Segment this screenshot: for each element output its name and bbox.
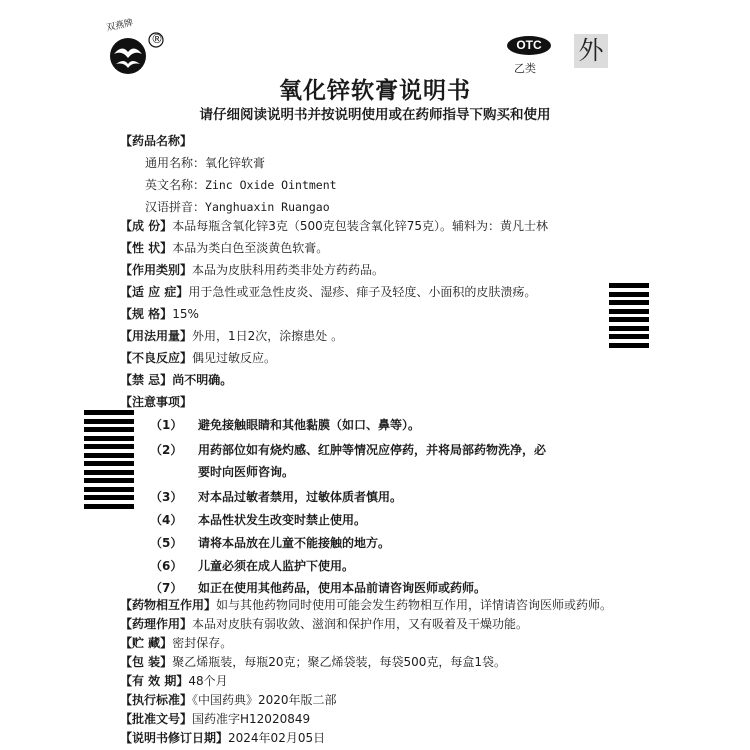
- field-value: 《中国药典》2020年版二部: [192, 693, 337, 707]
- field-label: 【有 效 期】: [120, 674, 189, 688]
- document-subtitle: 请仔细阅读说明书并按说明使用或在药师指导下购买和使用: [199, 107, 551, 123]
- precaution-text: 请将本品放在儿童不能接触的地方。: [198, 536, 391, 550]
- field-value: 密封保存。: [172, 636, 233, 650]
- field-dosage: [120, 328, 343, 344]
- generic-name-value: 氧化锌软膏: [205, 156, 266, 170]
- external-use-mark: 外: [574, 34, 608, 68]
- otc-badge: OTC: [507, 36, 551, 55]
- pinyin-name-label: 汉语拼音：: [145, 200, 206, 214]
- section-drug-name: 【药品名称】: [120, 134, 193, 148]
- braille-marker-right: [609, 283, 649, 351]
- precaution-text: 用药部位如有烧灼感、红肿等情况应停药，并将局部药物洗净，必: [198, 443, 547, 457]
- field-value: 偶见过敏反应。: [192, 351, 277, 365]
- field-label: 【禁 忌】: [120, 373, 173, 387]
- precaution-text: 避免接触眼睛和其他黏膜（如口、鼻等）。: [198, 418, 421, 432]
- field-specification: [120, 306, 199, 322]
- generic-name-row: [145, 155, 265, 171]
- field-category: [120, 262, 384, 278]
- document-title: 氧化锌软膏说明书: [279, 78, 471, 104]
- field-appearance: [120, 240, 328, 256]
- field-revision-date: [120, 730, 325, 746]
- precaution-text: 本品性状发生改变时禁止使用。: [198, 513, 367, 527]
- field-shelf-life: [120, 673, 228, 689]
- precaution-number: （4）: [150, 513, 183, 527]
- field-value: 本品为皮肤科用药类非处方药药品。: [192, 263, 385, 277]
- precaution-text: 对本品过敏者禁用，过敏体质者慎用。: [198, 490, 403, 504]
- field-adverse-reactions: [120, 350, 276, 366]
- field-value: 尚不明确。: [172, 373, 233, 387]
- field-value: 用于急性或亚急性皮炎、湿疹、痱子及轻度、小面积的皮肤溃疡。: [188, 285, 537, 299]
- field-value: 本品对皮肤有弱收敛、滋润和保护作用，又有吸着及干燥功能。: [192, 617, 529, 631]
- precaution-number: （3）: [150, 490, 183, 504]
- field-label: 【贮 藏】: [120, 636, 173, 650]
- field-value: 外用，1日2次，涂擦患处 。: [192, 329, 344, 343]
- field-standard: [120, 692, 337, 708]
- field-label: 【药理作用】: [120, 617, 193, 631]
- precaution-item: [150, 512, 366, 528]
- precaution-item: [150, 489, 402, 505]
- precaution-continuation: 要时向医师咨询。: [198, 465, 295, 479]
- field-label: 【性 状】: [120, 241, 173, 255]
- field-label: 【不良反应】: [120, 351, 193, 365]
- precaution-item: [150, 535, 390, 551]
- section-precautions: 【注意事项】: [120, 395, 193, 409]
- field-label: 【药物相互作用】: [120, 598, 217, 612]
- pinyin-name-value: Yanghuaxin Ruangao: [205, 200, 330, 214]
- brand-name: 双燕牌: [105, 18, 135, 34]
- field-value: 2024年02月05日: [228, 731, 326, 745]
- english-name-value: Zinc Oxide Ointment: [205, 178, 337, 192]
- field-label: 【包 装】: [120, 655, 173, 669]
- registered-mark: ®: [151, 32, 163, 46]
- field-packaging: [120, 654, 506, 670]
- generic-name-label: 通用名称：: [145, 156, 206, 170]
- field-value: 48个月: [188, 674, 228, 688]
- precaution-item: [150, 417, 420, 433]
- field-indications: [120, 284, 536, 300]
- field-value: 聚乙烯瓶装，每瓶20克；聚乙烯袋装，每袋500克，每盒1袋。: [172, 655, 506, 669]
- field-approval-number: [120, 711, 310, 727]
- field-interactions: [120, 597, 612, 613]
- field-label: 【用法用量】: [120, 329, 193, 343]
- precaution-text: 如正在使用其他药品，使用本品前请咨询医师或药师。: [198, 581, 487, 595]
- field-contraindications: [120, 372, 232, 388]
- otc-class-label: 乙类: [514, 62, 536, 75]
- precaution-number: （7）: [150, 581, 183, 595]
- field-pharmacology: [120, 616, 528, 632]
- precaution-text: 儿童必须在成人监护下使用。: [198, 559, 355, 573]
- field-label: 【说明书修订日期】: [120, 731, 229, 745]
- precaution-item: [150, 442, 546, 458]
- braille-marker-left: [84, 410, 134, 512]
- field-label: 【成 份】: [120, 219, 173, 233]
- precaution-number: （2）: [150, 443, 183, 457]
- precaution-number: （1）: [150, 418, 183, 432]
- precaution-item: [150, 580, 486, 596]
- precaution-number: （5）: [150, 536, 183, 550]
- field-label: 【规 格】: [120, 307, 173, 321]
- english-name-label: 英文名称：: [145, 178, 206, 192]
- precaution-number: （6）: [150, 559, 183, 573]
- english-name-row: [145, 177, 337, 193]
- field-value: 国药准字H12020849: [192, 712, 311, 726]
- field-label: 【批准文号】: [120, 712, 193, 726]
- precaution-item: [150, 558, 354, 574]
- field-storage: [120, 635, 232, 651]
- field-label: 【作用类别】: [120, 263, 193, 277]
- field-value: 本品每瓶含氧化锌3克（500克包装含氧化锌75克）。辅料为：黄凡士林: [172, 219, 548, 233]
- field-ingredients: [120, 218, 548, 234]
- field-label: 【适 应 症】: [120, 285, 189, 299]
- field-value: 15%: [172, 307, 199, 321]
- field-value: 本品为类白色至淡黄色软膏。: [172, 241, 329, 255]
- field-value: 如与其他药物同时使用可能会发生药物相互作用，详情请咨询医师或药师。: [216, 598, 613, 612]
- field-label: 【执行标准】: [120, 693, 193, 707]
- pinyin-name-row: [145, 199, 330, 215]
